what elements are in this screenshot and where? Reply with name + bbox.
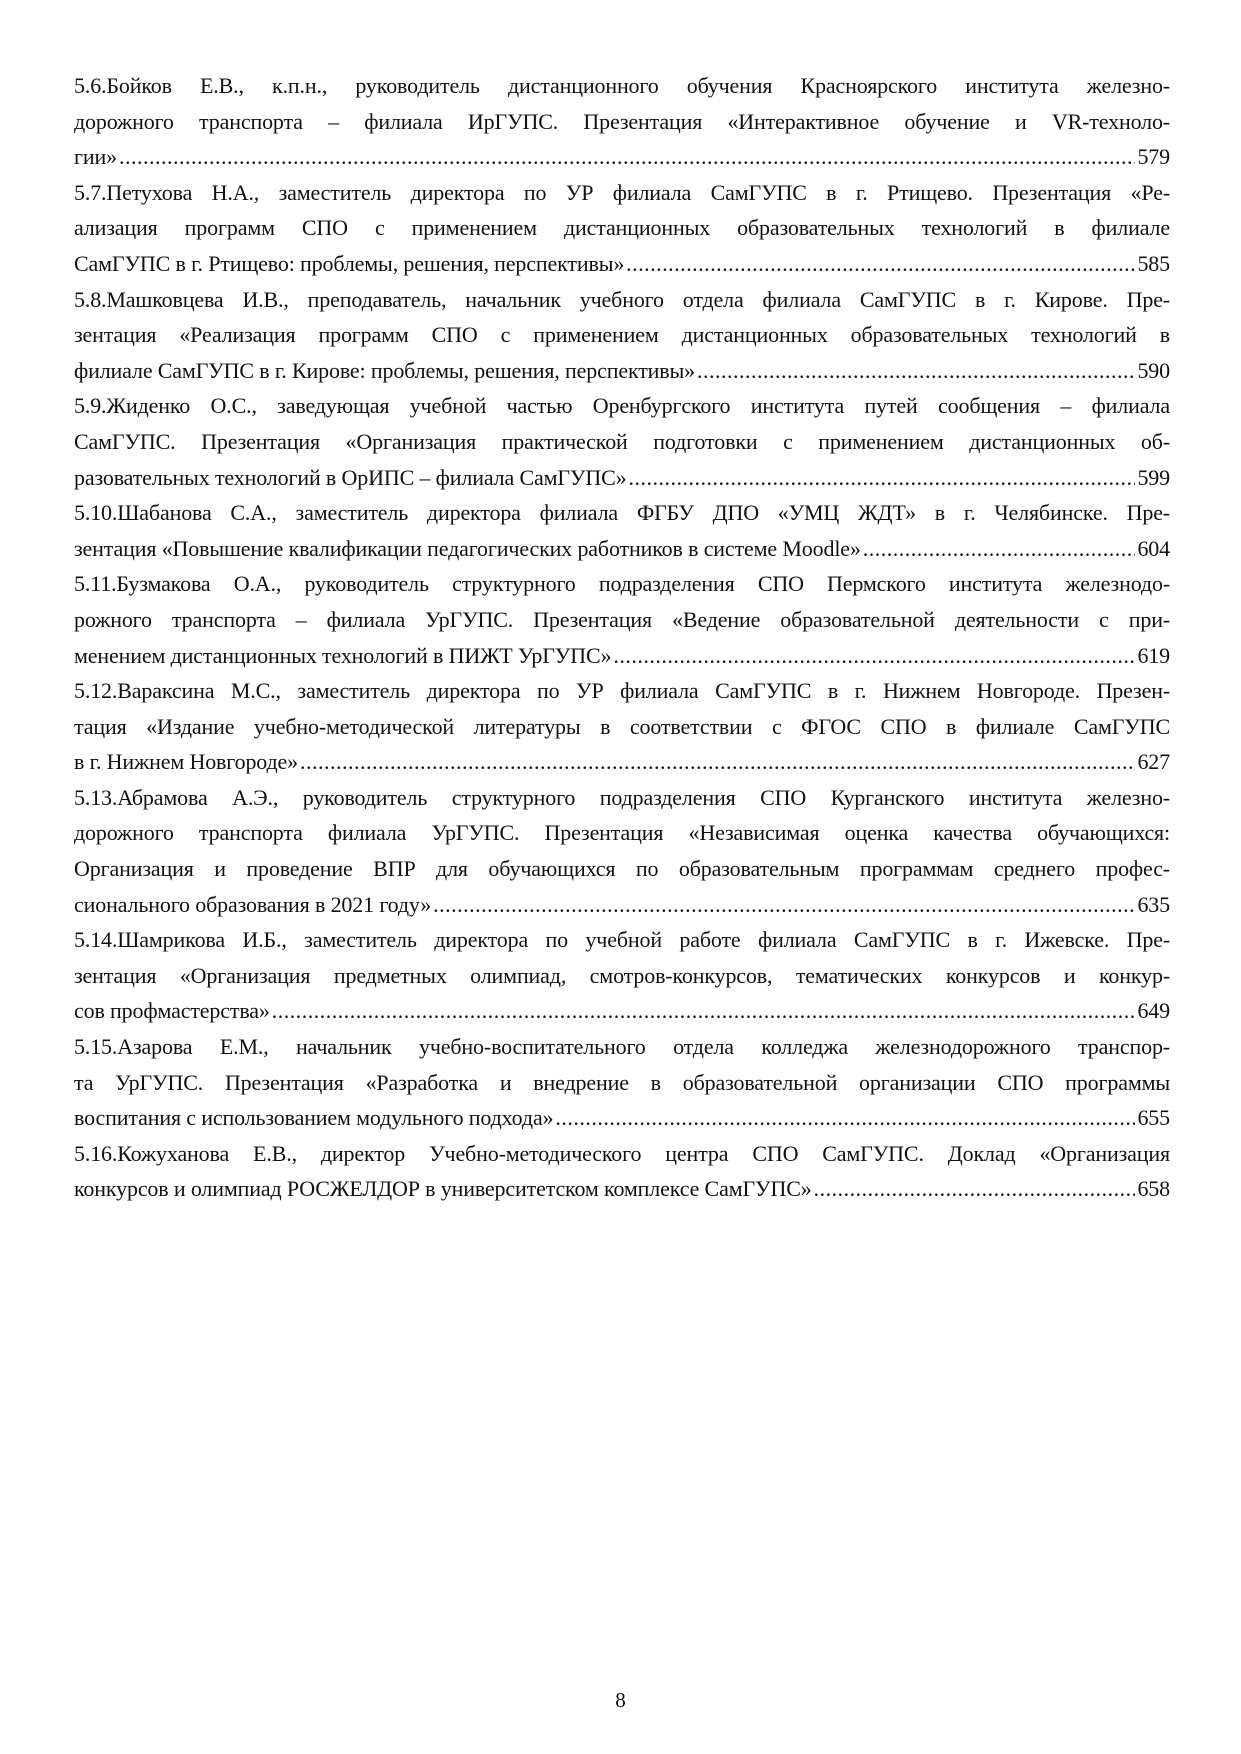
toc-entry-line: 5.12.Вараксина М.С., заместитель директора по УР филиала СамГУПС в г. Нижнем Новгороде. Презен-: [74, 678, 1170, 704]
toc-entry-last-line: [74, 887, 1170, 923]
toc-entry-line: 5.7.Петухова Н.А., заместитель директора по УР филиала СамГУПС в г. Ртищево. Презентация «Ре-: [74, 179, 1170, 205]
toc-entry: [74, 282, 1170, 389]
table-of-contents: [74, 68, 1170, 1207]
toc-page-number: 635: [1137, 891, 1170, 917]
toc-entry-line: филиале СамГУПС в г. Кирове: проблемы, решения, перспективы»: [74, 357, 696, 383]
toc-entry: [74, 388, 1170, 495]
toc-entry-line: 5.13.Абрамова А.Э., руководитель структурного подразделения СПО Курганского института железно-: [74, 784, 1170, 810]
toc-entry-line: разовательных технологий в ОрИПС – филиала СамГУПС»: [74, 464, 627, 490]
toc-entry-line: в г. Нижнем Новгороде»: [74, 749, 299, 775]
toc-page-number: 599: [1137, 464, 1170, 490]
dot-leader: [433, 887, 1135, 923]
toc-entry: [74, 922, 1170, 1029]
toc-entry-last-line: [74, 638, 1170, 674]
toc-entry: [74, 175, 1170, 282]
toc-entry: [74, 68, 1170, 175]
toc-entry-line: 5.16.Кожуханова Е.В., директор Учебно-методического центра СПО СамГУПС. Доклад «Организация: [74, 1140, 1170, 1166]
toc-entry: [74, 495, 1170, 566]
toc-entry: [74, 1029, 1170, 1136]
toc-entry: [74, 566, 1170, 673]
toc-entry-line: 5.9.Жиденко О.С., заведующая учебной частью Оренбургского института путей сообщения – филиала: [74, 393, 1170, 419]
toc-entry-last-line: [74, 993, 1170, 1029]
dot-leader: [119, 139, 1135, 175]
toc-entry-line: та УрГУПС. Презентация «Разработка и внедрение в образовательной организации СПО программы: [74, 1069, 1170, 1095]
toc-entry-line: дорожного транспорта филиала УрГУПС. Презентация «Независимая оценка качества обучающихся:: [74, 820, 1170, 846]
dot-leader: [272, 993, 1136, 1029]
toc-entry-line: тация «Издание учебно-методической литературы в соответствии с ФГОС СПО в филиале СамГУПС: [74, 713, 1170, 739]
toc-entry-line: СамГУПС. Презентация «Организация практической подготовки с применением дистанционных об-: [74, 428, 1170, 454]
toc-page-number: 627: [1137, 749, 1170, 775]
toc-entry-last-line: [74, 1100, 1170, 1136]
toc-entry-line: менением дистанционных технологий в ПИЖТ УрГУПС»: [74, 642, 612, 668]
dot-leader: [628, 460, 1135, 496]
toc-entry-last-line: [74, 744, 1170, 780]
toc-page-number: 585: [1137, 250, 1170, 276]
toc-entry-line: 5.14.Шамрикова И.Б., заместитель директора по учебной работе филиала СамГУПС в г. Ижевске. Пре-: [74, 927, 1170, 953]
toc-entry-line: 5.15.Азарова Е.М., начальник учебно-воспитательного отдела колледжа железнодорожного транспор-: [74, 1034, 1170, 1060]
toc-entry-line: 5.11.Бузмакова О.А., руководитель структурного подразделения СПО Пермского института железнодо-: [74, 571, 1170, 597]
toc-entry-line: 5.10.Шабанова С.А., заместитель директора филиала ФГБУ ДПО «УМЦ ЖДТ» в г. Челябинске. Пре-: [74, 500, 1170, 526]
toc-entry-line: дорожного транспорта – филиала ИрГУПС. Презентация «Интерактивное обучение и VR-техноло-: [74, 108, 1170, 134]
toc-entry-last-line: [74, 531, 1170, 567]
page-number: 8: [615, 1688, 626, 1712]
toc-page-number: 658: [1137, 1176, 1170, 1202]
dot-leader: [697, 353, 1135, 389]
toc-page-number: 655: [1137, 1105, 1170, 1131]
toc-entry-line: СамГУПС в г. Ртищево: проблемы, решения, перспективы»: [74, 250, 625, 276]
dot-leader: [300, 744, 1135, 780]
toc-entry-last-line: [74, 246, 1170, 282]
toc-entry-last-line: [74, 353, 1170, 389]
toc-entry-line: 5.8.Машковцева И.В., преподаватель, начальник учебного отдела филиала СамГУПС в г. Кирове. Пре-: [74, 286, 1170, 312]
toc-entry-line: зентация «Реализация программ СПО с применением дистанционных образовательных технологий в: [74, 322, 1170, 348]
toc-entry-line: сов профмастерства»: [74, 998, 270, 1024]
toc-entry-line: зентация «Организация предметных олимпиад, смотров-конкурсов, тематических конкурсов и конкур-: [74, 962, 1170, 988]
toc-entry-last-line: [74, 139, 1170, 175]
toc-entry-line: ализация программ СПО с применением дистанционных образовательных технологий в филиале: [74, 215, 1170, 241]
dot-leader: [814, 1171, 1136, 1207]
toc-page-number: 649: [1137, 998, 1170, 1024]
toc-entry-line: зентация «Повышение квалификации педагогических работников в системе Moodle»: [74, 535, 861, 561]
toc-page-number: 579: [1137, 144, 1170, 170]
dot-leader: [626, 246, 1135, 282]
toc-entry-line: гии»: [74, 144, 117, 170]
toc-entry: [74, 1136, 1170, 1207]
toc-entry-line: рожного транспорта – филиала УрГУПС. Презентация «Ведение образовательной деятельности с при-: [74, 606, 1170, 632]
dot-leader: [863, 531, 1136, 567]
toc-page-number: 590: [1137, 357, 1170, 383]
toc-entry-line: воспитания с использованием модульного подхода»: [74, 1105, 554, 1131]
toc-page-number: 604: [1137, 535, 1170, 561]
toc-page-number: 619: [1137, 642, 1170, 668]
toc-entry-line: Организация и проведение ВПР для обучающихся по образовательным программам среднего профес-: [74, 856, 1170, 882]
toc-entry-last-line: [74, 1171, 1170, 1207]
toc-entry-line: сионального образования в 2021 году»: [74, 891, 432, 917]
dot-leader: [555, 1100, 1135, 1136]
toc-entry: [74, 673, 1170, 780]
dot-leader: [613, 638, 1135, 674]
toc-entry-line: конкурсов и олимпиад РОСЖЕЛДОР в университетском комплексе СамГУПС»: [74, 1176, 812, 1202]
toc-entry: [74, 780, 1170, 922]
toc-entry-line: 5.6.Бойков Е.В., к.п.н., руководитель дистанционного обучения Красноярского института железно-: [74, 73, 1170, 98]
toc-entry-last-line: [74, 460, 1170, 496]
